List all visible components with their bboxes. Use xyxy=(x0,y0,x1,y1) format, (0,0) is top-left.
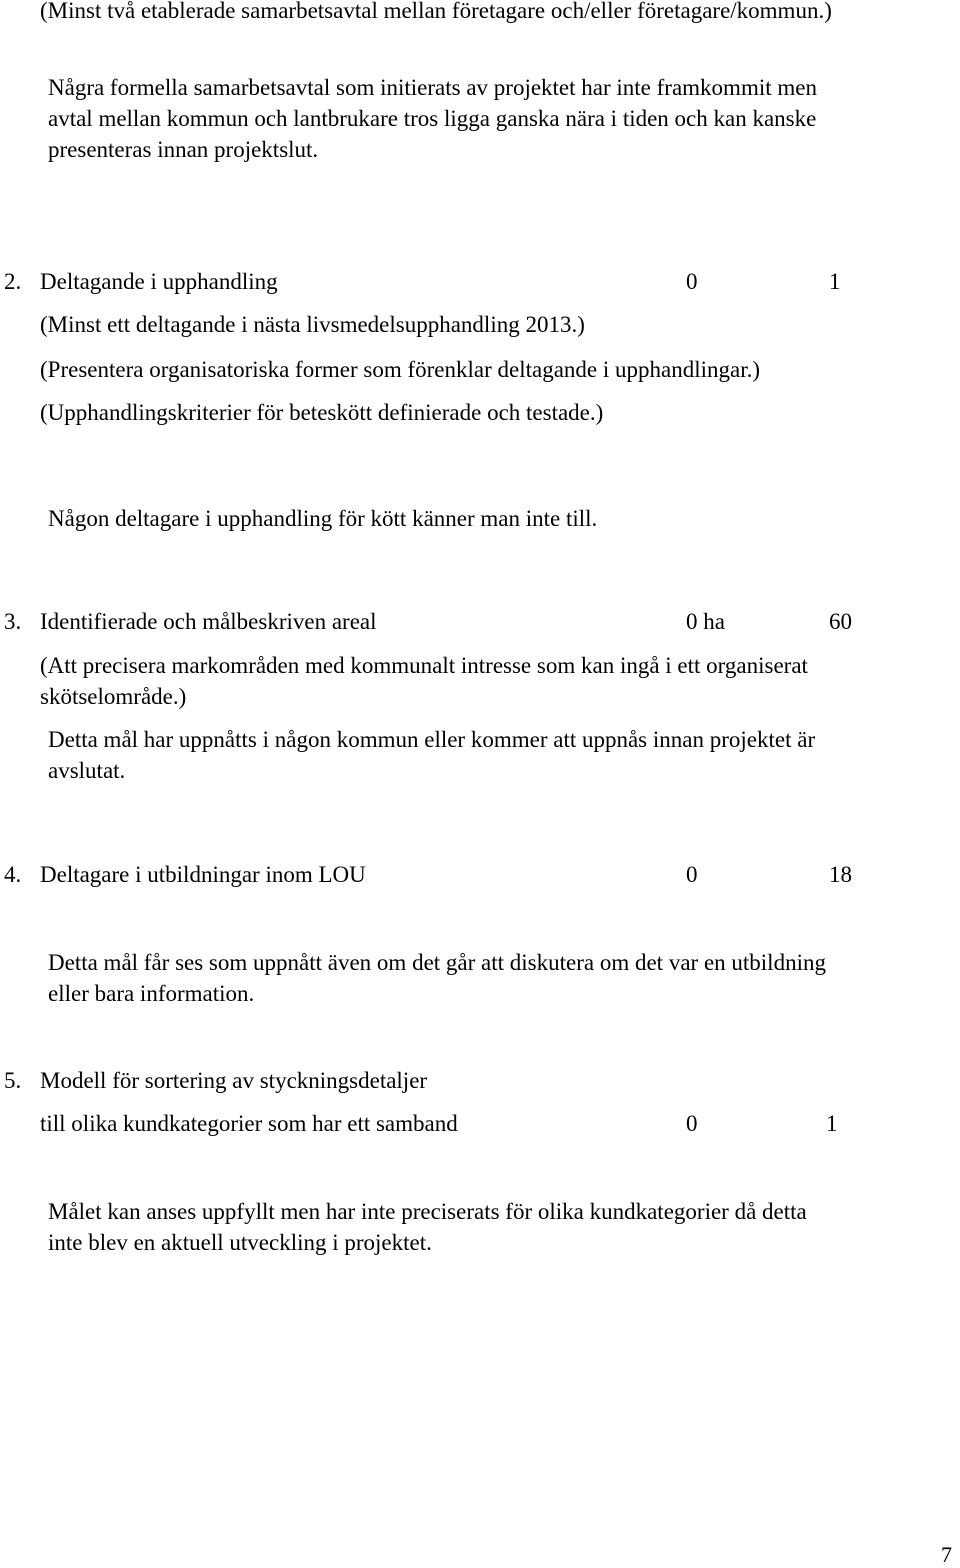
section-note: eller bara information. xyxy=(48,981,255,1006)
target-value: 18 xyxy=(829,862,852,887)
intro-note-line: presenteras innan projektslut. xyxy=(48,137,319,162)
start-value: 0 ha xyxy=(686,609,725,634)
intro-note-line: Några formella samarbetsavtal som initierats av projektet har inte framkommit men xyxy=(48,75,817,100)
target-value: 1 xyxy=(829,269,841,294)
start-value: 0 xyxy=(686,1111,698,1136)
section-number: 2. xyxy=(4,269,22,294)
intro-criterion: (Minst två etablerade samarbetsavtal mellan företagare och/eller företagare/kommun.) xyxy=(40,0,832,23)
section-note: Detta mål har uppnåtts i någon kommun eller kommer att uppnås innan projektet är xyxy=(48,727,816,752)
target-value: 1 xyxy=(826,1111,838,1136)
section-title: Deltagare i utbildningar inom LOU xyxy=(40,862,366,887)
section-note: Detta mål får ses som uppnått även om det går att diskutera om det var en utbildning xyxy=(48,950,826,975)
section-note: inte blev en aktuell utveckling i projektet. xyxy=(48,1230,432,1255)
start-value: 0 xyxy=(686,269,698,294)
intro-note-line: avtal mellan kommun och lantbrukare tros ligga ganska nära i tiden och kan kanske xyxy=(48,106,817,131)
section-note: Någon deltagare i upphandling för kött känner man inte till. xyxy=(48,506,598,531)
criterion-line: (Att precisera markområden med kommunalt intresse som kan ingå i ett organiserat xyxy=(40,653,808,678)
section-title: Identifierade och målbeskriven areal xyxy=(40,609,377,634)
page-number: 7 xyxy=(941,1542,952,1567)
section-number: 3. xyxy=(4,609,22,634)
section-title: Modell för sortering av styckningsdetaljer xyxy=(40,1068,428,1093)
target-value: 60 xyxy=(829,609,852,634)
section-number: 5. xyxy=(4,1068,22,1093)
criterion-line: skötselområde.) xyxy=(40,684,187,709)
section-note: avslutat. xyxy=(48,758,126,783)
section-title-line2: till olika kundkategorier som har ett samband xyxy=(40,1111,458,1136)
section-title: Deltagande i upphandling xyxy=(40,269,278,294)
start-value: 0 xyxy=(686,862,698,887)
section-number: 4. xyxy=(4,862,22,887)
criterion-line: (Presentera organisatoriska former som förenklar deltagande i upphandlingar.) xyxy=(40,357,760,382)
criterion-line: (Minst ett deltagande i nästa livsmedelsupphandling 2013.) xyxy=(40,312,585,337)
section-note: Målet kan anses uppfyllt men har inte preciserats för olika kundkategorier då detta xyxy=(48,1199,807,1224)
criterion-line: (Upphandlingskriterier för beteskött definierade och testade.) xyxy=(40,400,604,425)
